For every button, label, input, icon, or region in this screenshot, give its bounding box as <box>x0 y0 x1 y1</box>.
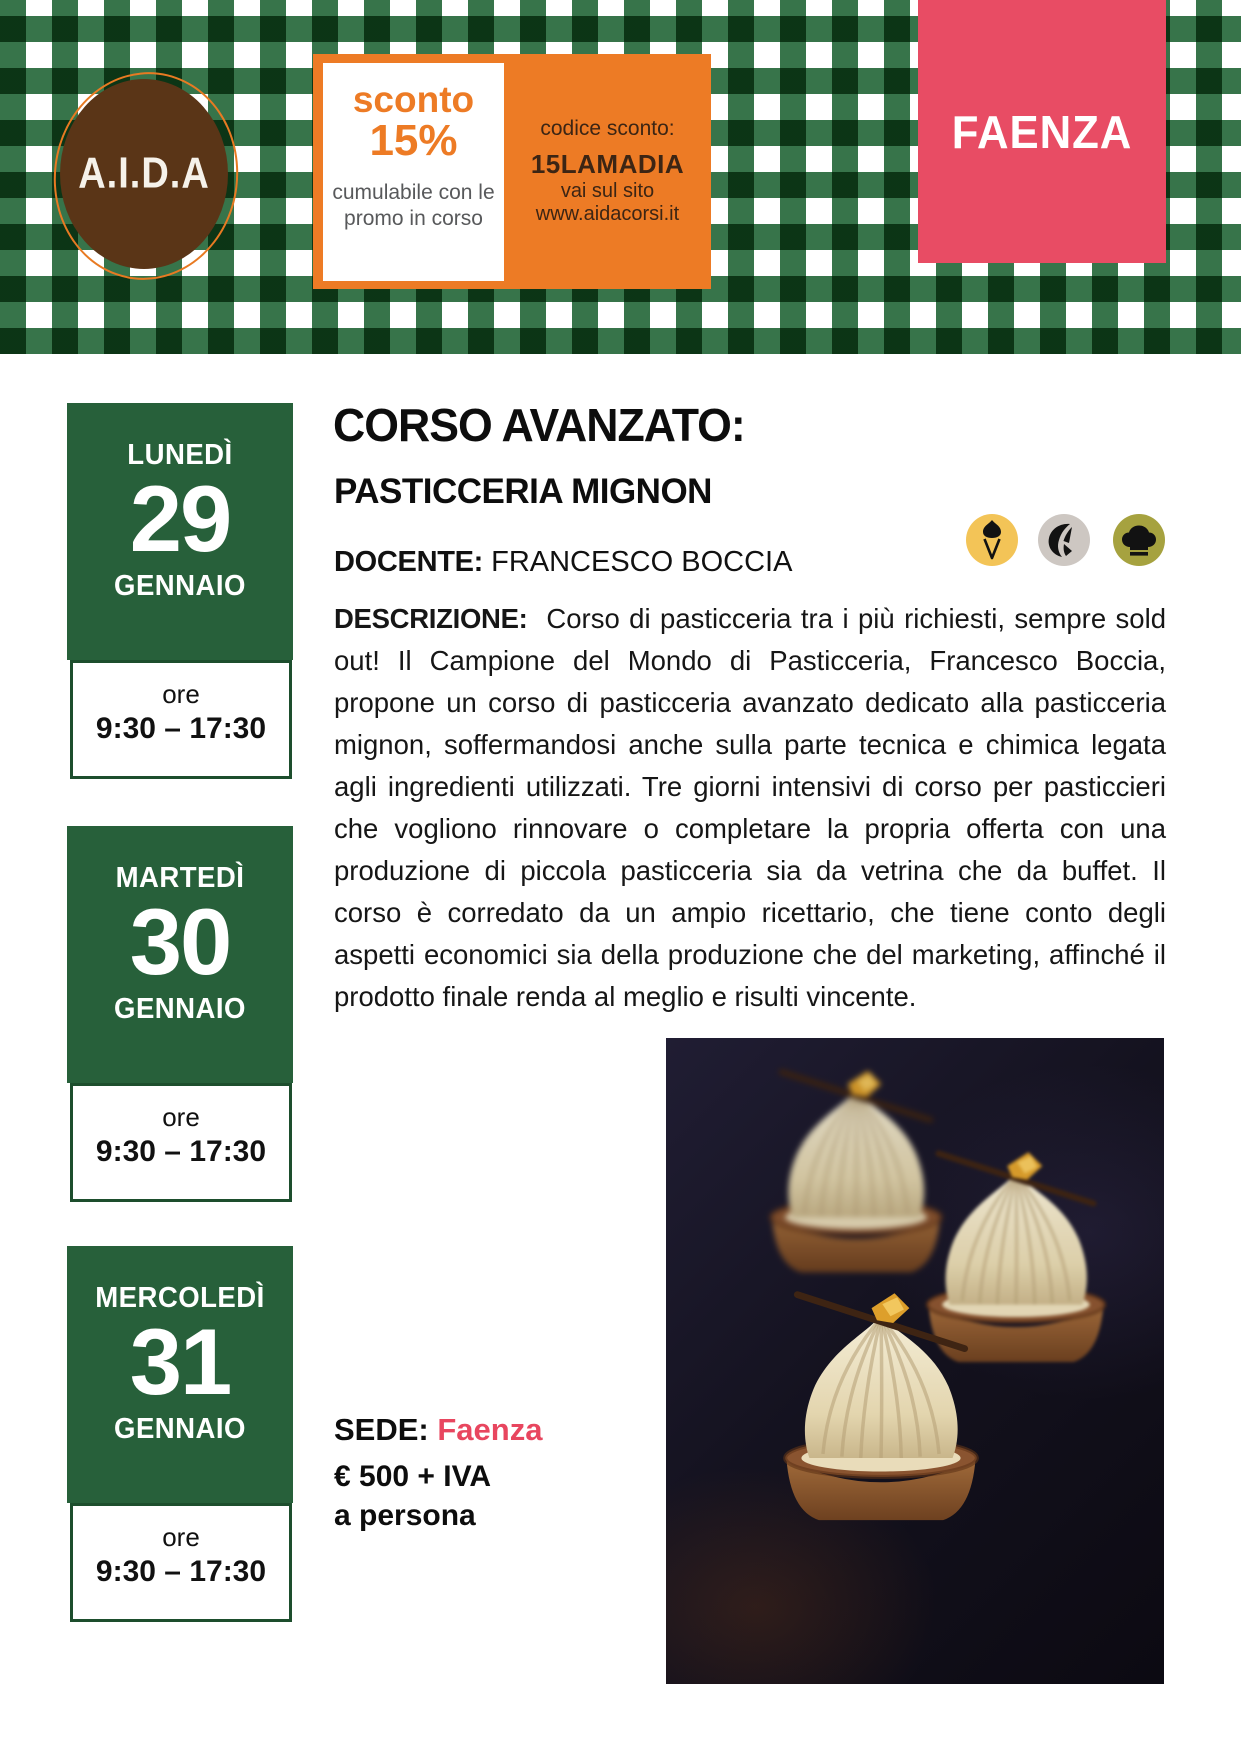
discount-box <box>313 54 711 289</box>
time-value: 9:30 – 17:30 <box>95 1135 267 1168</box>
discount-inner-box <box>323 63 504 281</box>
day-card-tuesday <box>67 826 293 1083</box>
discount-word: sconto <box>352 79 475 120</box>
aida-logo-text: A.I.D.A <box>78 149 210 198</box>
discount-website-link[interactable]: www.aidacorsi.it <box>535 203 680 225</box>
day-name: MARTEDÌ <box>115 862 245 894</box>
gingham-banner <box>0 0 1241 354</box>
teacher-name: FRANCESCO BOCCIA <box>491 546 793 578</box>
discount-cta-line1: vai sul sito <box>560 180 655 202</box>
aida-logo <box>60 79 228 269</box>
discount-code: 15LAMADIA <box>530 149 685 179</box>
day-card-wednesday <box>67 1246 293 1503</box>
sede-label: SEDE: <box>334 1412 429 1447</box>
ice-cream-badge <box>966 514 1018 566</box>
discount-code-label: codice sconto: <box>540 117 675 140</box>
day-month: GENNAIO <box>114 1413 246 1445</box>
ice-cream-icon <box>972 518 1012 562</box>
city-badge <box>918 0 1166 263</box>
time-box-wednesday <box>70 1503 292 1622</box>
day-number: 30 <box>129 889 231 994</box>
croissant-badge <box>1038 514 1090 566</box>
day-number: 31 <box>129 1309 231 1414</box>
discount-code-block <box>504 54 711 289</box>
price-note: a persona <box>334 1499 476 1532</box>
sede-city: Faenza <box>437 1412 543 1447</box>
description-label: DESCRIZIONE: <box>334 603 528 634</box>
pastry-front <box>746 1281 1016 1531</box>
course-subtitle: PASTICCERIA MIGNON <box>334 472 712 511</box>
course-description <box>334 598 1166 1018</box>
discount-note: cumulabile con le promo in corso <box>332 181 495 231</box>
time-value: 9:30 – 17:30 <box>95 1555 267 1588</box>
time-label: ore <box>162 1102 200 1132</box>
day-card-monday <box>67 403 293 660</box>
day-month: GENNAIO <box>114 993 246 1025</box>
day-name: LUNEDÌ <box>127 439 233 471</box>
chef-hat-icon <box>1118 519 1160 561</box>
chef-hat-badge <box>1113 514 1165 566</box>
pastry-photo <box>666 1038 1164 1684</box>
description-text: Corso di pasticceria tra i più richiesti, sempre sold out! Il Campione del Mondo di Pasticceria, Francesco Boccia, propone un corso di pasticceria avanzato dedicato alla pasticceria mignon, soffermandosi anche sulla parte tecnica e chimica legata agli ingredienti utilizzati. Tre giorni intensivi di corso per pasticcieri che vogliono rinnovare o completare la propria offerta con una produzione di piccola pasticceria sia da vetrina che da buffet. Il corso è corredato da un ampio ricettario, che tiene conto degli aspetti economici sia della produzione che del marketing, affinché il prodotto finale renda al meglio e risulti vincente. <box>334 603 1167 1012</box>
city-badge-label: FAENZA <box>951 105 1133 158</box>
day-number: 29 <box>129 466 231 571</box>
teacher-line <box>334 546 792 579</box>
time-value: 9:30 – 17:30 <box>95 712 267 745</box>
teacher-label: DOCENTE: <box>334 546 484 578</box>
time-box-monday <box>70 660 292 779</box>
time-box-tuesday <box>70 1083 292 1202</box>
day-month: GENNAIO <box>114 570 246 602</box>
time-label: ore <box>162 1522 200 1552</box>
time-label: ore <box>162 679 200 709</box>
price: € 500 + IVA <box>334 1460 492 1493</box>
discount-percent: 15% <box>369 116 458 165</box>
day-name: MERCOLEDÌ <box>95 1282 265 1314</box>
sede-line <box>334 1412 542 1448</box>
croissant-icon <box>1043 519 1085 561</box>
course-title: CORSO AVANZATO: <box>333 399 745 451</box>
